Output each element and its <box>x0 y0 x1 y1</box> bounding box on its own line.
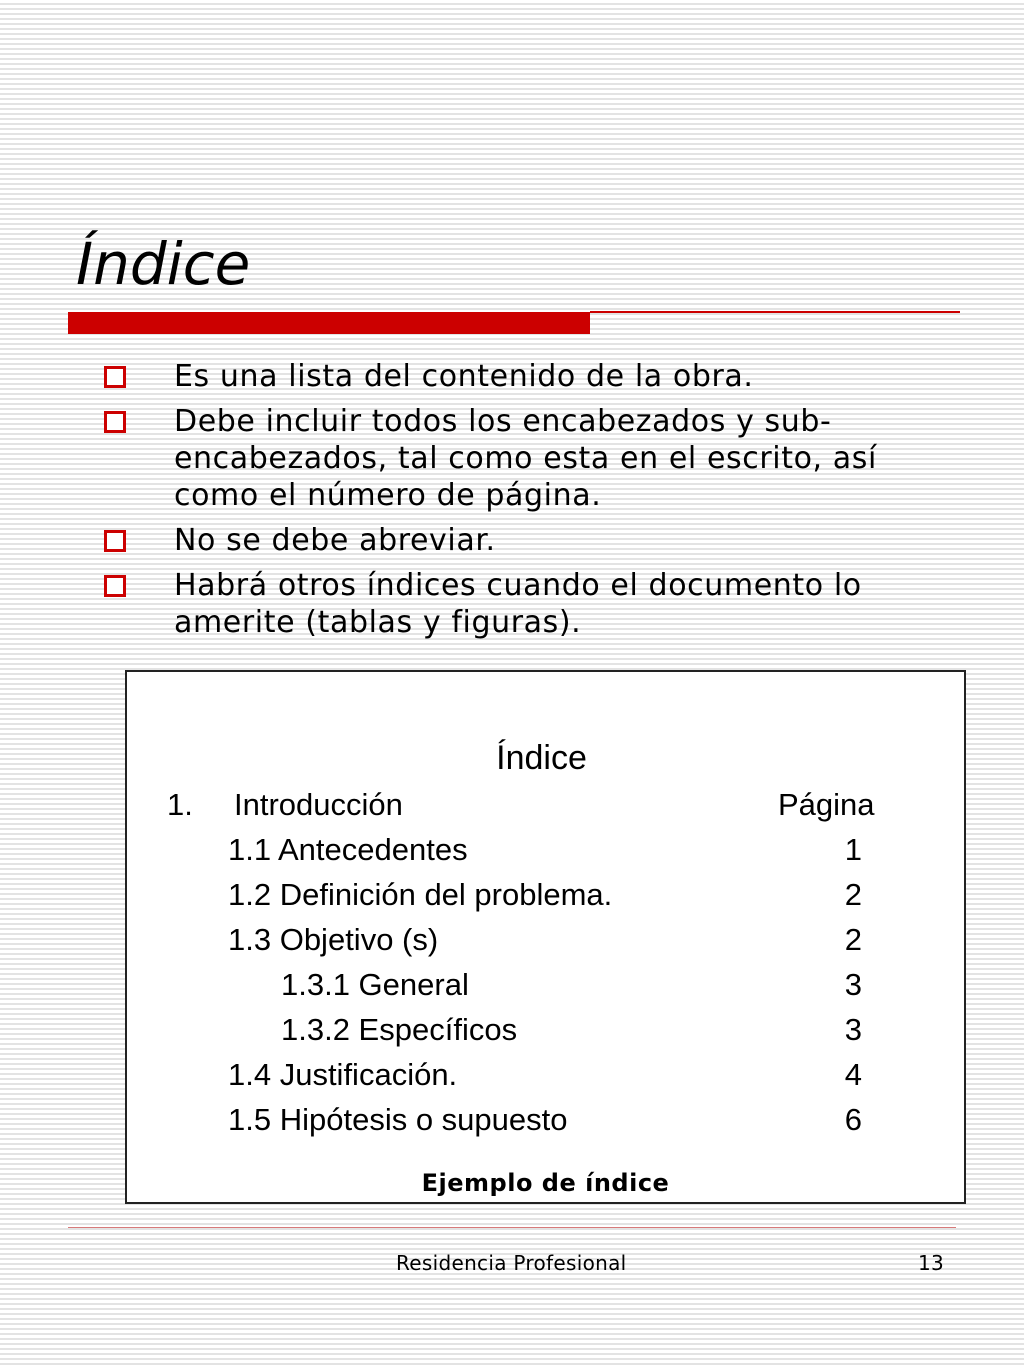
index-entry-page: 1 <box>844 832 862 867</box>
bullet-item <box>104 403 964 514</box>
bullet-text: Es una lista del contenido de la obra. <box>174 359 754 394</box>
index-entry-page: 3 <box>844 1012 862 1047</box>
index-entry-page: 6 <box>844 1102 862 1137</box>
index-entry: 1.3.2 Específicos <box>281 1012 518 1047</box>
index-entry: 1.2 Definición del problema. <box>228 877 613 912</box>
index-entry: 1.3 Objetivo (s) <box>228 922 439 957</box>
index-entry: 1.1 Antecedentes <box>228 832 468 867</box>
chapter-title: Introducción <box>234 787 403 822</box>
index-entry: 1.5 Hipótesis o supuesto <box>228 1102 568 1137</box>
square-bullet-icon <box>104 411 126 433</box>
index-example-box <box>125 670 966 1204</box>
index-entry: 1.4 Justificación. <box>228 1057 458 1092</box>
bullet-text: Habrá otros índices cuando el documento lo amerite (tablas y figuras). <box>174 568 862 640</box>
footer-divider <box>68 1227 956 1228</box>
slide-number: 13 <box>918 1251 945 1275</box>
index-entry: 1.3.1 General <box>281 967 469 1002</box>
bullet-text: No se debe abreviar. <box>174 523 496 558</box>
index-entry-page: 2 <box>844 922 862 957</box>
bullet-list <box>104 358 964 649</box>
index-entry-page: 4 <box>844 1057 862 1092</box>
bullet-text: Debe incluir todos los encabezados y sub-encabezados, tal como esta en el escrito, así como el número de página. <box>174 404 877 513</box>
example-index-title-text: Índice <box>496 739 587 777</box>
square-bullet-icon <box>104 530 126 552</box>
slide-title: Índice <box>76 230 251 298</box>
page-column-header: Página <box>778 787 875 822</box>
title-underline-thin <box>590 311 960 313</box>
bullet-item <box>104 358 964 395</box>
square-bullet-icon <box>104 575 126 597</box>
bullet-item <box>104 567 964 641</box>
index-entry-page: 2 <box>844 877 862 912</box>
example-index-title <box>127 738 964 778</box>
example-caption: Ejemplo de índice <box>421 1169 670 1197</box>
chapter-number: 1. <box>167 787 193 822</box>
bullet-item <box>104 522 964 559</box>
footer-label: Residencia Profesional <box>396 1251 627 1275</box>
square-bullet-icon <box>104 366 126 388</box>
title-underline-thick <box>68 312 590 334</box>
index-entry-page: 3 <box>844 967 862 1002</box>
